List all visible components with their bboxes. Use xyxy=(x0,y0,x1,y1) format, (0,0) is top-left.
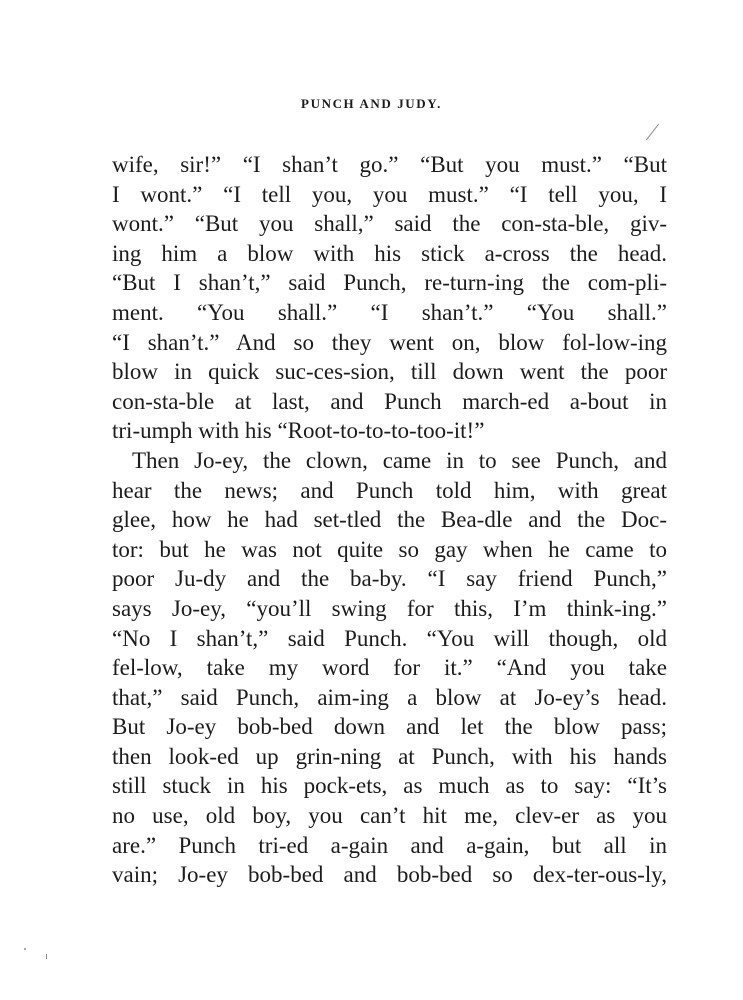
text-line: fel-low, take my word for it.” “And you take xyxy=(112,655,667,681)
ink-speck xyxy=(46,954,47,959)
text-line: are.” Punch tri-ed a-gain and a-gain, but all in xyxy=(112,832,667,858)
text-line: But Jo-ey bob-bed down and let the blow pass; xyxy=(112,714,667,740)
text-line: tor: but he was not quite so gay when he came to xyxy=(112,536,667,562)
text-line: then look-ed up grin-ning at Punch, with his hands xyxy=(112,743,667,769)
text-line: ment. “You shall.” “I shan’t.” “You shall.” xyxy=(112,299,667,325)
text-line: tri-umph with his “Root-to-to-to-too-it!” xyxy=(112,418,485,444)
text-line: blow in quick suc-ces-sion, till down went the poor xyxy=(112,359,667,385)
ink-speck xyxy=(24,948,26,950)
text-line: no use, old boy, you can’t hit me, clev-er as you xyxy=(112,803,667,829)
text-line: wont.” “But you shall,” said the con-sta-ble, giv- xyxy=(112,211,667,237)
text-line: con-sta-ble at last, and Punch march-ed a-bout in xyxy=(112,388,667,414)
text-line: I wont.” “I tell you, you must.” “I tell you, I xyxy=(112,181,667,207)
text-line: poor Ju-dy and the ba-by. “I say friend Punch,” xyxy=(112,566,667,592)
pencil-mark xyxy=(646,124,659,140)
text-line: ing him a blow with his stick a-cross the head. xyxy=(112,240,667,266)
text-line: wife, sir!” “I shan’t go.” “But you must.” “But xyxy=(112,152,667,177)
text-line: vain; Jo-ey bob-bed and bob-bed so dex-ter-ous-ly, xyxy=(112,862,667,888)
text-line: Then Jo-ey, the clown, came in to see Punch, and xyxy=(132,447,667,473)
running-head: PUNCH AND JUDY. xyxy=(301,96,442,111)
text-line: glee, how he had set-tled the Bea-dle and the Doc- xyxy=(112,507,667,533)
text-line: “I shan’t.” And so they went on, blow fol-low-ing xyxy=(112,329,667,355)
body-text xyxy=(112,150,667,890)
text-line: hear the news; and Punch told him, with great xyxy=(112,477,667,503)
text-line: still stuck in his pock-ets, as much as to say: “It’s xyxy=(112,773,667,799)
text-line: “No I shan’t,” said Punch. “You will though, old xyxy=(112,625,667,651)
text-line: says Jo-ey, “you’ll swing for this, I’m think-ing.” xyxy=(112,595,667,621)
text-line: that,” said Punch, aim-ing a blow at Jo-ey’s head. xyxy=(112,684,667,710)
text-line: “But I shan’t,” said Punch, re-turn-ing the com-pli- xyxy=(112,270,667,296)
